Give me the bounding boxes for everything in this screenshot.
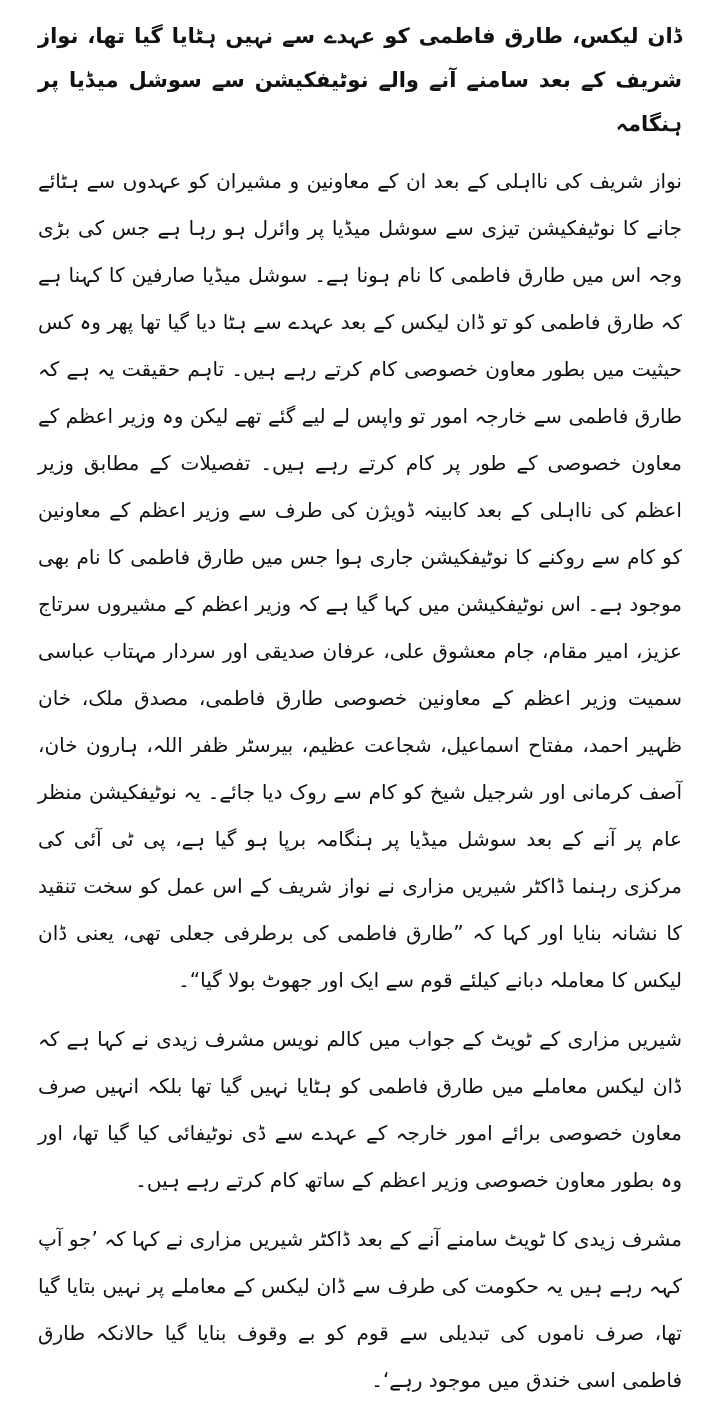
article-paragraph-1: نواز شریف کی نااہلی کے بعد ان کے معاونین و مشیران کو عہدوں سے ہٹائے جانے کا نوٹیفکیشن تیزی سے سوشل میڈیا پر وائرل ہو رہا ہے جس کی بڑی وجہ اس میں طارق فاطمی کا نام ہونا ہے۔ سوشل میڈیا صارفین کا کہنا ہے کہ طارق فاطمی کو تو ڈان لیکس کے بعد عہدے سے ہٹا دیا گیا تھا پھر وہ کس حیثیت میں بطور معاون خصوصی کام کرتے رہے ہیں۔ تاہم حقیقت یہ ہے کہ طارق فاطمی سے خارجہ امور تو واپس لے لیے گئے تھے لیکن وہ وزیر اعظم کے معاون خصوصی کے طور پر کام کرتے رہے ہیں۔ تفصیلات کے مطابق وزیر اعظم کی نااہلی کے بعد کابینہ ڈویژن کی طرف سے وزیر اعظم کے معاونین کو کام سے روکنے کا نوٹیفکیشن جاری ہوا جس میں طارق فاطمی کا نام بھی موجود ہے۔ اس نوٹیفکیشن میں کہا گیا ہے کہ وزیر اعظم کے مشیروں سرتاج عزیز، امیر مقام، جام معشوق علی، عرفان صدیقی اور سردار مہتاب عباسی سمیت وزیر اعظم کے معاونین خصوصی طارق فاطمی، مصدق ملک، خان ظہیر احمد، مفتاح اسماعیل، شجاعت عظیم، بیرسٹر ظفر اللہ، ہارون خان، آصف کرمانی اور شرجیل شیخ کو کام سے روک دیا جائے۔ یہ نوٹیفکیشن منظر عام پر آنے کے بعد سوشل میڈیا پر ہنگامہ برپا ہو گیا ہے، پی ٹی آئی کی مرکزی رہنما ڈاکٹر شیریں مزاری نے نواز شریف کے اس عمل کو سخت تنقید کا نشانہ بنایا اور کہا کہ ”طارق فاطمی کی برطرفی جعلی تھی، یعنی ڈان لیکس کا معاملہ دبانے کیلئے قوم سے ایک اور جھوٹ بولا گیا“۔ — [38, 169, 682, 992]
article-headline: ڈان لیکس، طارق فاطمی کو عہدے سے نہیں ہٹایا گیا تھا، نواز شریف کے بعد سامنے آنے والے نوٹیفکیشن سے سوشل میڈیا پر ہنگامہ — [38, 24, 682, 136]
article-paragraph-3: مشرف زیدی کا ٹویٹ سامنے آنے کے بعد ڈاکٹر شیریں مزاری نے کہا کہ ’جو آپ کہہ رہے ہیں یہ حکومت کی طرف سے ڈان لیکس کے معاملے پر نہیں بتایا گیا تھا، صرف ناموں کی تبدیلی سے قوم کو بے وقوف بنایا گیا حالانکہ طارق فاطمی اسی خندق میں موجود رہے‘۔ — [38, 1227, 682, 1392]
article-paragraph-2: شیریں مزاری کے ٹویٹ کے جواب میں کالم نویس مشرف زیدی نے کہا ہے کہ ڈان لیکس معاملے میں طارق فاطمی کو ہٹایا نہیں گیا تھا بلکہ انہیں صرف معاون خصوصی برائے امور خارجہ کے عہدے سے ڈی نوٹیفائی کیا گیا تھا، اور وہ بطور معاون خصوصی وزیر اعظم کے ساتھ کام کرتے رہے ہیں۔ — [38, 1027, 682, 1192]
